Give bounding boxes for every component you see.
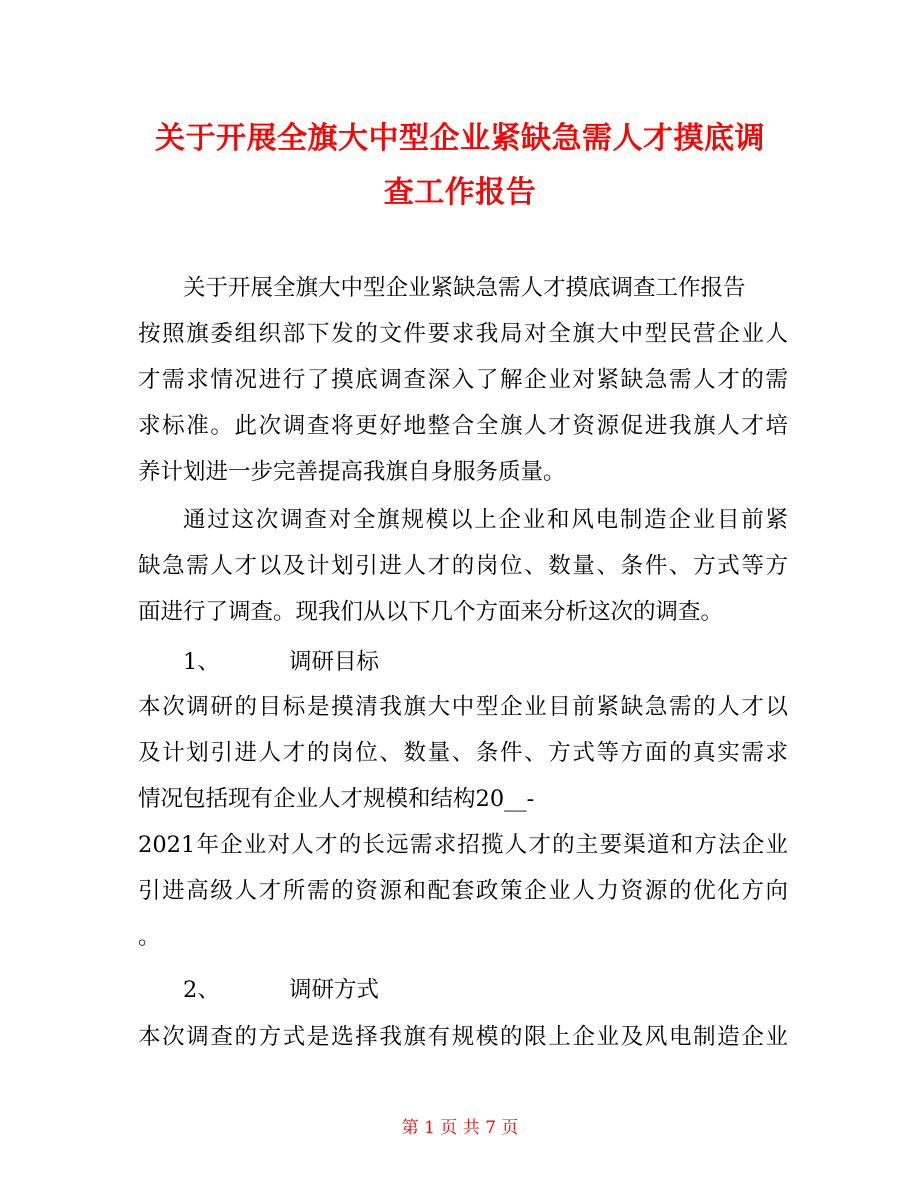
paragraph-2-line-1: 通过这次调查对全旗规模以上企业和风电制造企业目前紧 (183, 507, 788, 533)
paragraph-1-line-1: 关于开展全旗大中型企业紧缺急需人才摸底调查工作报告 (183, 275, 746, 301)
paragraph-1-line-4: 求标准。此次调查将更好地整合全旗人才资源促进我旗人才培 (138, 413, 788, 439)
paragraph-4-line-1: 本次调查的方式是选择我旗有规模的限上企业及风电制造企业 (138, 1024, 788, 1050)
section-2-number: 2、 (183, 977, 220, 1003)
paragraph-3-line-6: 。 (138, 924, 161, 950)
paragraph-3-line-1: 本次调研的目标是摸清我旗大中型企业目前紧缺急需的人才以 (138, 694, 788, 720)
section-1-number: 1、 (183, 649, 220, 675)
title-line-1: 关于开展全旗大中型企业紧缺急需人才摸底调 (155, 121, 765, 156)
section-2-heading: 调研方式 (289, 977, 380, 1003)
paragraph-3-line-2: 及计划引进人才的岗位、数量、条件、方式等方面的真实需求 (138, 740, 788, 766)
paragraph-2-line-2: 缺急需人才以及计划引进人才的岗位、数量、条件、方式等方 (138, 553, 788, 579)
document-title (120, 112, 800, 220)
paragraph-1-line-3: 才需求情况进行了摸底调查深入了解企业对紧缺急需人才的需 (138, 367, 788, 393)
page-number-footer: 第 1 页 共 7 页 (401, 1118, 519, 1138)
paragraph-2-line-3: 面进行了调查。现我们从以下几个方面来分析这次的调查。 (138, 599, 724, 625)
title-line-2: 查工作报告 (383, 175, 537, 210)
paragraph-3-line-3: 情况包括现有企业人才规模和结构20__- (138, 786, 535, 812)
paragraph-3-line-5: 引进高级人才所需的资源和配套政策企业人力资源的优化方向 (138, 878, 788, 904)
paragraph-3-line-4: 2021年企业对人才的长远需求招揽人才的主要渠道和方法企业 (138, 832, 788, 858)
section-1-heading: 调研目标 (289, 649, 380, 675)
paragraph-1-line-2: 按照旗委组织部下发的文件要求我局对全旗大中型民营企业人 (138, 321, 788, 347)
paragraph-1-line-5: 养计划进一步完善提高我旗自身服务质量。 (138, 459, 566, 485)
